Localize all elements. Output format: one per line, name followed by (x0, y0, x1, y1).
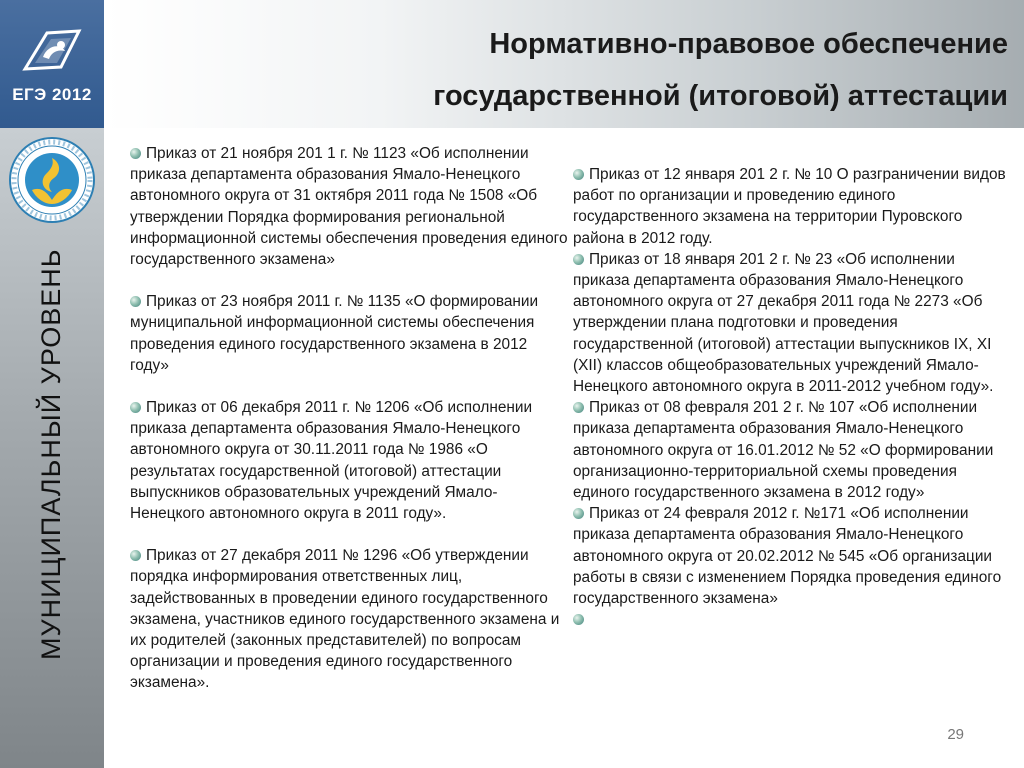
list-item (130, 143, 570, 270)
ege-2012-logo (0, 0, 104, 128)
bullet-icon (573, 402, 584, 413)
ege-logo-emblem-icon (17, 23, 87, 83)
bullet-icon (573, 169, 584, 180)
bullet-icon (130, 296, 141, 307)
sidebar (0, 128, 104, 768)
list-item-text: Приказ от 06 декабря 2011 г. № 1206 «Об исполнении приказа департамента образования Ямало-Ненецкого автономного округа от 30.11.2011 года № 1986 «О результатах государственной (итоговой) аттестации выпускников образовательных учреждений Ямало-Ненецкого автономного округа в 2011 году». (130, 399, 533, 523)
list-item (573, 164, 1013, 249)
bullet-icon (130, 402, 141, 413)
list-item-text: Приказ от 21 ноября 201 1 г. № 1123 «Об исполнении приказа департамента образования Ямало-Ненецкого автономного округа от 31 октября 2011 года № 1508 «Об утверждении Порядка формирования региональной информационной системы обеспечения проведения единого государственного экзамена» (130, 145, 568, 269)
logo-text: ЕГЭ 2012 (12, 85, 92, 104)
bullet-icon (130, 550, 141, 561)
list-item-empty (573, 609, 1013, 630)
header-band (104, 0, 1024, 128)
list-item-text: Приказ от 12 января 201 2 г. № 10 О разграничении видов работ по организации и проведению единого государственного экзамена на территории Пуровского района в 2012 году. (573, 166, 1006, 247)
page-title (433, 18, 1008, 122)
list-item (573, 397, 1013, 503)
list-item-text: Приказ от 23 ноября 2011 г. № 1135 «О формировании муниципальной информационной системы обеспечения проведения единого государственного экзамена в 2012 году» (130, 293, 539, 374)
sidebar-vertical-label: МУНИЦИПАЛЬНЫЙ УРОВЕНЬ (36, 248, 66, 660)
page-title-line-2: государственной (итоговой) аттестации (433, 80, 1008, 112)
page-number: 29 (947, 726, 964, 743)
bullet-icon (130, 148, 141, 159)
page-title-line-1: Нормативно-правовое обеспечение (489, 28, 1008, 60)
left-column-list (130, 143, 570, 715)
bullet-icon (573, 508, 584, 519)
list-item (130, 545, 570, 693)
list-item (573, 249, 1013, 397)
list-item (130, 397, 570, 524)
list-item-text: Приказ от 27 декабря 2011 № 1296 «Об утверждении порядка информирования ответственных лиц, задействованных в проведении единого государственного экзамена, участников единого государственного экзамена и их родителей (законных представителей) по вопросам организации и проведения единого государственного экзамена». (130, 547, 560, 692)
list-item (130, 291, 570, 376)
list-item-text: Приказ от 24 февраля 2012 г. №171 «Об исполнении приказа департамента образования Ямало-Ненецкого автономного округа от 20.02.2012 № 545 «Об организации работы в связи с изменением Порядка проведения единого государственного экзамена» (573, 505, 1002, 608)
list-item (573, 503, 1013, 609)
right-column-list (573, 164, 1013, 630)
bullet-icon (573, 614, 584, 625)
list-item-text: Приказ от 08 февраля 201 2 г. № 107 «Об исполнении приказа департамента образования Ямало-Ненецкого автономного округа от 16.01.2012 № 52 «О формировании организационно-территориальной схемы проведения единого государственного экзамена в 2012 году» (573, 399, 994, 502)
list-item-text: Приказ от 18 января 201 2 г. № 23 «Об исполнении приказа департамента образования Ямало-Ненецкого автономного округа от 27 декабря 2011 года № 2273 «Об утверждении плана подготовки и проведения государственной (итоговой) аттестации выпускников IX, XI (XII) классов общеобразовательных учреждений Ямало-Ненецкого автономного округа в 2011-2012 учебном году». (573, 250, 994, 396)
bullet-icon (573, 254, 584, 265)
education-department-seal-icon (8, 136, 96, 224)
